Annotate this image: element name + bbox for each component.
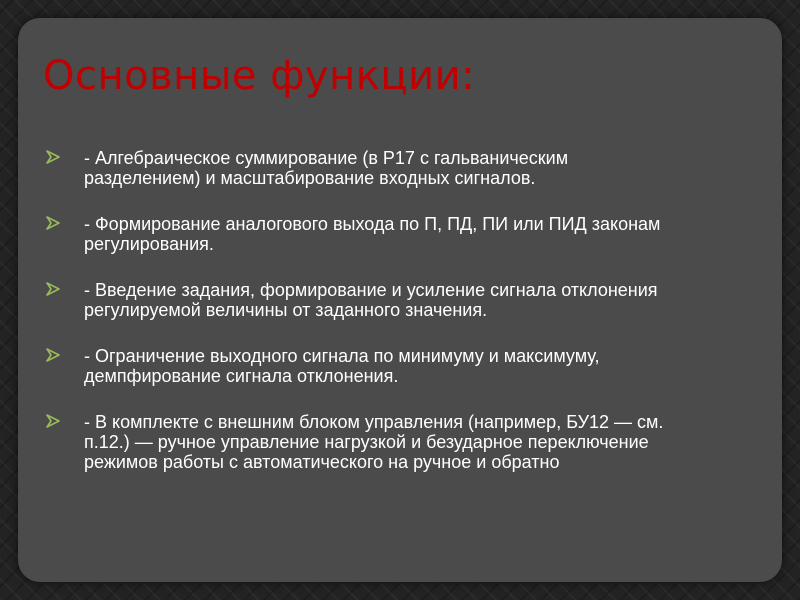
bullet-text: - Введение задания, формирование и усиление сигнала отклонения регулируемой величины от заданного значения.: [84, 280, 658, 320]
arrowhead-bullet-icon: [46, 149, 60, 165]
list-item: [46, 412, 686, 472]
arrowhead-bullet-icon: [46, 281, 60, 297]
slide-title: Основные функции:: [43, 53, 476, 99]
list-item: [46, 346, 686, 386]
arrowhead-bullet-icon: [46, 413, 60, 429]
list-item: [46, 280, 686, 320]
bullet-text: - Ограничение выходного сигнала по минимуму и максимуму, демпфирование сигнала отклонения.: [84, 346, 600, 386]
bullet-list: [46, 148, 686, 498]
list-item: [46, 148, 686, 188]
arrowhead-bullet-icon: [46, 347, 60, 363]
bullet-text: - Формирование аналогового выхода по П, ПД, ПИ или ПИД законам регулирования.: [84, 214, 661, 254]
bullet-text: - Алгебраическое суммирование (в Р17 с гальваническим разделением) и масштабирование входных сигналов.: [84, 148, 569, 188]
arrowhead-bullet-icon: [46, 215, 60, 231]
list-item: [46, 214, 686, 254]
bullet-text: - В комплекте с внешним блоком управления (например, БУ12 — см. п.12.) — ручное управление нагрузкой и безударное переключение режимов работы с автоматического на ручное и обратно: [84, 412, 664, 472]
